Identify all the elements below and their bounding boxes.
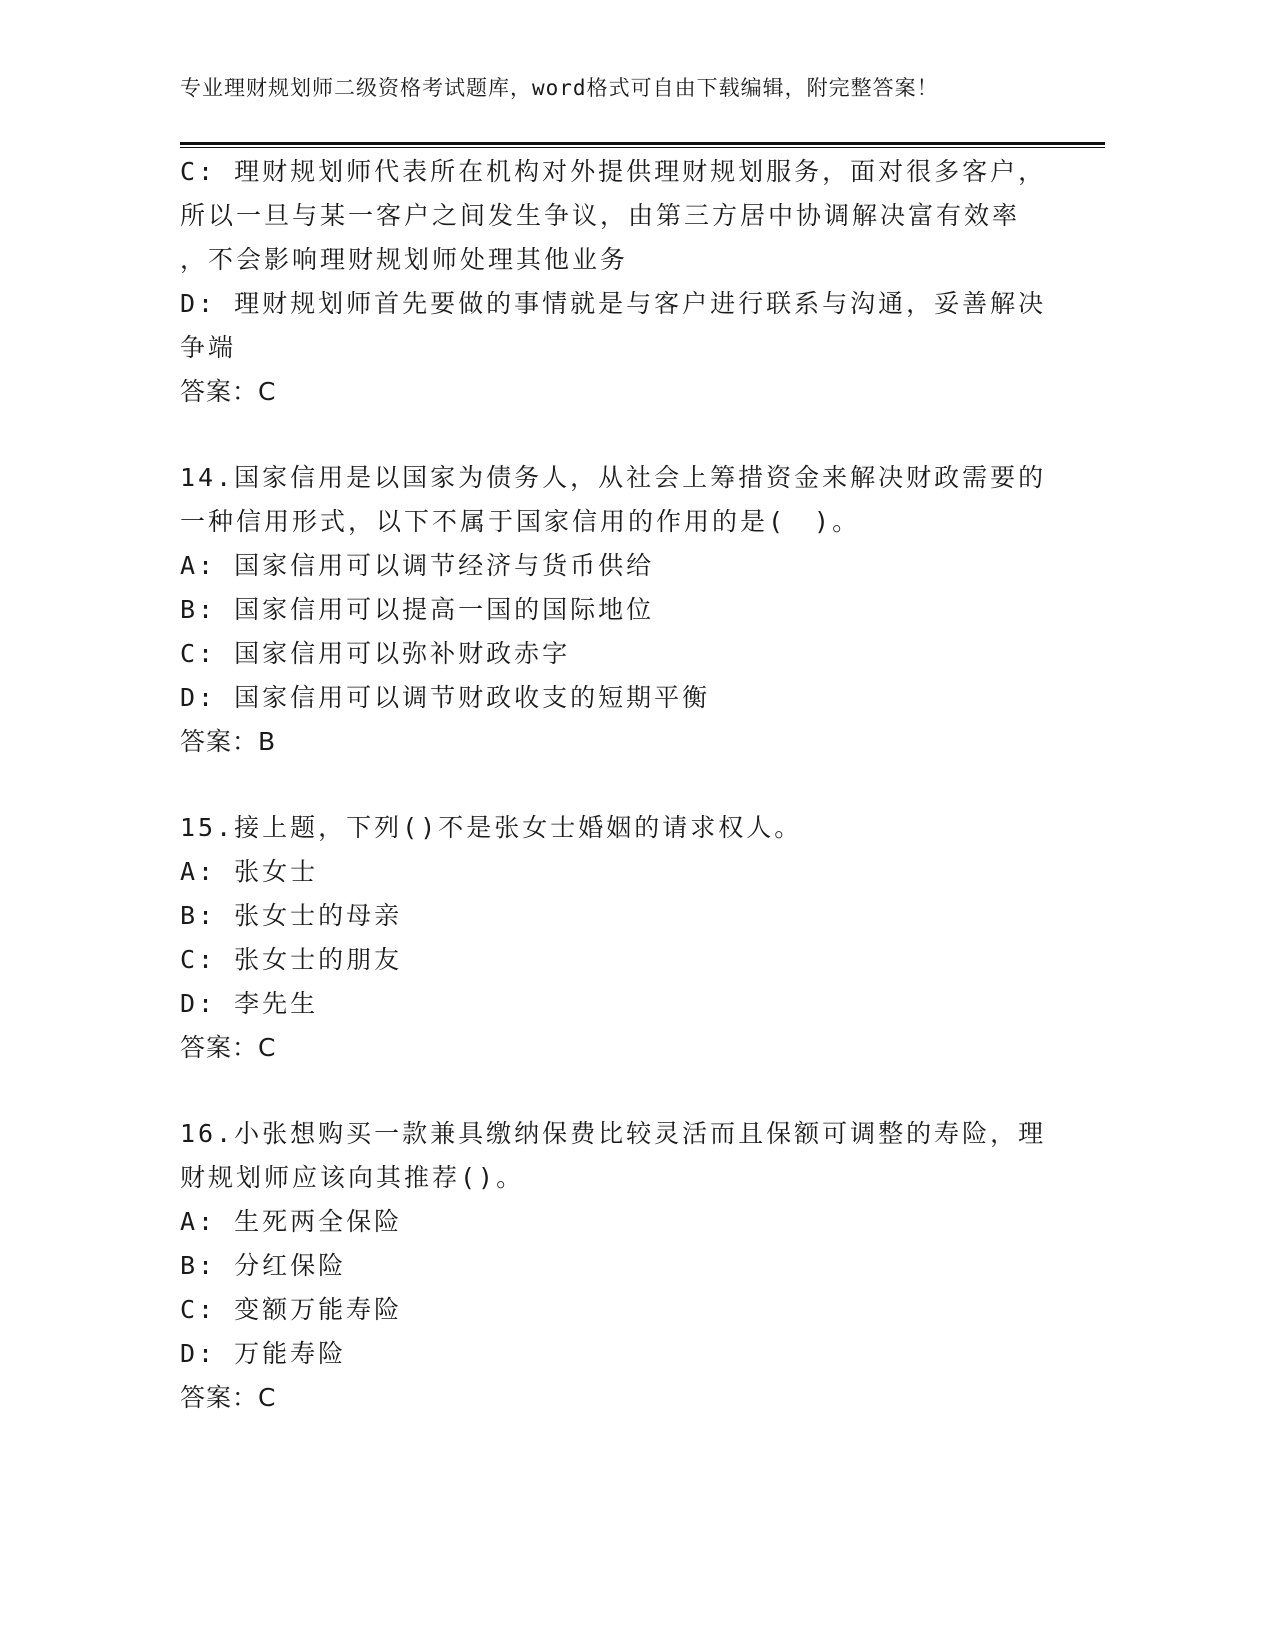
question-15 — [180, 806, 1080, 1070]
question-stem: 一种信用形式，以下不属于国家信用的作用的是( )。 — [180, 507, 861, 536]
option-c: C: 张女士的朋友 — [180, 945, 403, 974]
answer-line: 答案：C — [180, 1033, 277, 1062]
option-a: A: 生死两全保险 — [180, 1207, 403, 1236]
option-b: B: 国家信用可以提高一国的国际地位 — [180, 595, 655, 624]
answer-line: 答案：C — [180, 377, 277, 406]
previous-question-continuation — [180, 150, 1080, 414]
document-body — [180, 150, 1080, 1420]
answer-line: 答案：B — [180, 727, 277, 756]
option-line: 所以一旦与某一客户之间发生争议，由第三方居中协调解决富有效率 — [180, 201, 1021, 230]
option-d: D: 李先生 — [180, 989, 319, 1018]
option-line: 争端 — [180, 333, 237, 362]
question-stem: 16.小张想购买一款兼具缴纳保费比较灵活而且保额可调整的寿险，理 — [180, 1119, 1047, 1148]
option-line: D: 理财规划师首先要做的事情就是与客户进行联系与沟通，妥善解决 — [180, 289, 1047, 318]
question-16 — [180, 1112, 1080, 1420]
question-14 — [180, 456, 1080, 764]
option-line: C: 理财规划师代表所在机构对外提供理财规划服务，面对很多客户， — [180, 157, 1047, 186]
header-divider — [180, 142, 1105, 148]
option-c: C: 国家信用可以弥补财政赤字 — [180, 639, 571, 668]
option-a: A: 国家信用可以调节经济与货币供给 — [180, 551, 655, 580]
option-c: C: 变额万能寿险 — [180, 1295, 403, 1324]
option-d: D: 国家信用可以调节财政收支的短期平衡 — [180, 683, 711, 712]
option-d: D: 万能寿险 — [180, 1339, 347, 1368]
option-b: B: 分红保险 — [180, 1251, 347, 1280]
answer-line: 答案：C — [180, 1383, 277, 1412]
option-a: A: 张女士 — [180, 857, 319, 886]
question-stem: 财规划师应该向其推荐()。 — [180, 1163, 525, 1192]
question-stem: 15.接上题，下列()不是张女士婚姻的请求权人。 — [180, 813, 803, 842]
question-stem: 14.国家信用是以国家为债务人，从社会上筹措资金来解决财政需要的 — [180, 463, 1047, 492]
page-header: 专业理财规划师二级资格考试题库，word格式可自由下载编辑，附完整答案！ — [180, 76, 939, 100]
option-line: ，不会影响理财规划师处理其他业务 — [180, 245, 629, 274]
option-b: B: 张女士的母亲 — [180, 901, 403, 930]
